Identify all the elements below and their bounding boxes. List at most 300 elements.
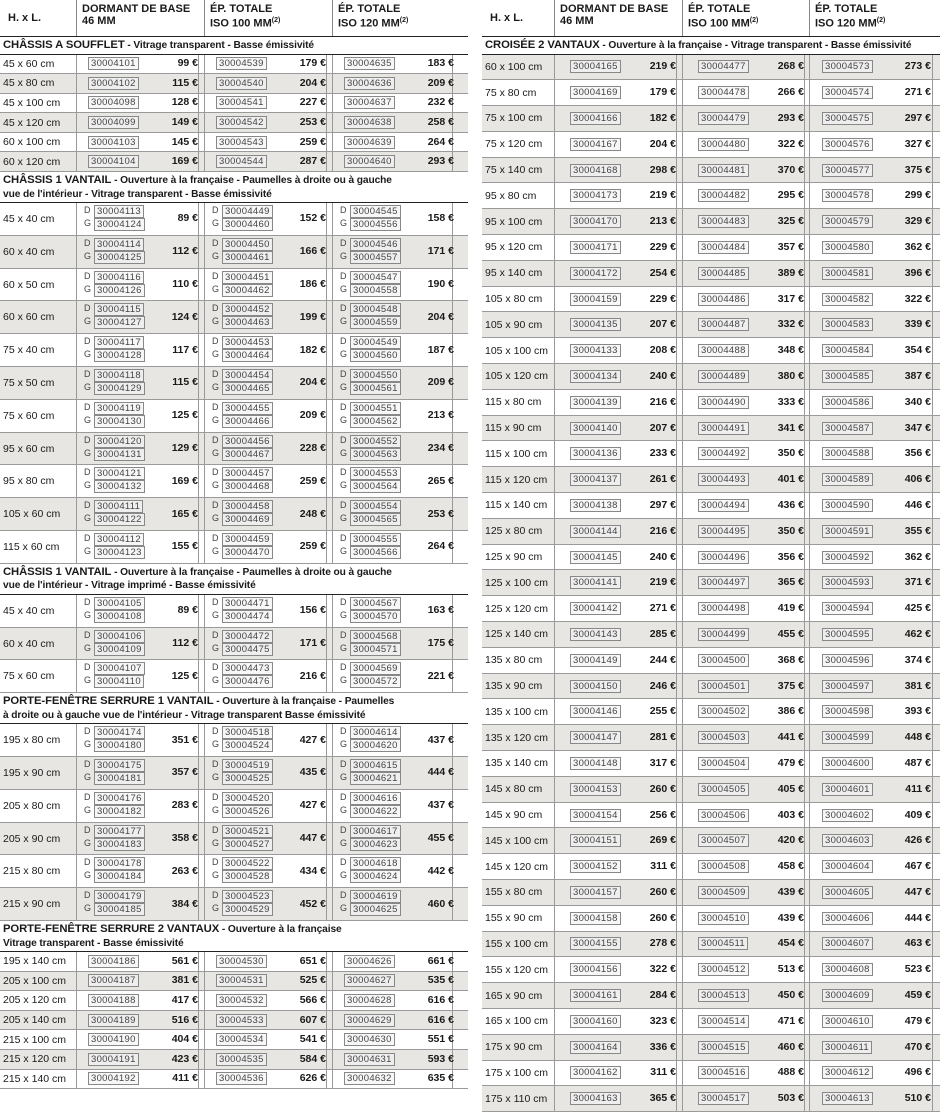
price-cell: 229 €	[649, 240, 676, 253]
size-cell: 60 x 60 cm	[3, 311, 55, 324]
article-code: 30004487	[698, 318, 749, 331]
price-cell: 479 €	[777, 756, 804, 769]
section-subtitle-line: vue de l'intérieur - Vitrage imprimé - Basse émissivité	[3, 580, 256, 592]
article-code: 30004631	[344, 1053, 395, 1066]
column-divider	[676, 1009, 677, 1034]
article-code: 30004588	[822, 447, 873, 460]
table-row	[0, 660, 468, 693]
g-label: G	[212, 870, 220, 881]
price-cell: 248 €	[299, 507, 326, 520]
g-label: G	[340, 903, 348, 914]
size-cell: 145 x 120 cm	[485, 860, 549, 873]
article-code: 30004457	[222, 467, 273, 480]
price-cell: 375 €	[904, 163, 931, 176]
column-divider	[676, 570, 677, 595]
article-code: 30004520	[222, 792, 273, 805]
section-subtitle: - Ouverture à la française - Paumelles à droite ou à gauche	[111, 566, 392, 578]
column-divider	[332, 236, 333, 268]
column-divider	[682, 880, 683, 905]
d-label: D	[340, 533, 347, 544]
column-divider	[804, 441, 805, 466]
size-cell: 165 x 100 cm	[485, 1015, 549, 1028]
d-label: D	[84, 237, 91, 248]
price-cell: 207 €	[649, 421, 676, 434]
column-divider	[682, 674, 683, 699]
price-cell: 357 €	[171, 766, 198, 779]
article-code: 30004527	[222, 838, 273, 851]
column-divider	[932, 570, 933, 595]
article-code: 30004191	[88, 1053, 139, 1066]
column-divider	[804, 519, 805, 544]
price-cell: 380 €	[777, 369, 804, 382]
column-divider	[804, 570, 805, 595]
article-code: 30004580	[822, 241, 873, 254]
column-divider	[332, 1030, 333, 1049]
article-code: 30004145	[570, 551, 621, 564]
article-code: 30004579	[822, 215, 873, 228]
price-cell: 89 €	[177, 212, 198, 225]
column-divider	[809, 287, 810, 312]
price-cell: 268 €	[777, 60, 804, 73]
size-cell: 175 x 100 cm	[485, 1066, 549, 1079]
size-cell: 115 x 90 cm	[485, 422, 542, 435]
article-code: 30004484	[698, 241, 749, 254]
article-code: 30004114	[94, 238, 144, 251]
price-cell: 219 €	[649, 60, 676, 73]
article-code: 30004174	[94, 726, 145, 739]
column-divider	[682, 390, 683, 415]
article-code: 30004138	[570, 499, 621, 512]
column-divider	[804, 312, 805, 337]
article-code: 30004496	[698, 551, 749, 564]
article-code: 30004618	[350, 857, 401, 870]
column-divider	[682, 1061, 683, 1086]
d-label: D	[212, 434, 219, 445]
article-code: 30004587	[822, 422, 873, 435]
column-divider	[554, 519, 555, 544]
column-divider	[332, 952, 333, 971]
size-cell: 95 x 120 cm	[485, 241, 543, 254]
price-cell: 374 €	[904, 653, 931, 666]
d-label: D	[212, 467, 219, 478]
d-label: D	[84, 533, 91, 544]
article-code: 30004573	[822, 60, 873, 73]
article-code: 30004590	[822, 499, 873, 512]
article-code: 30004148	[570, 757, 621, 770]
column-divider	[676, 158, 677, 183]
column-divider	[76, 334, 77, 366]
column-divider	[332, 498, 333, 530]
column-divider	[809, 906, 810, 931]
g-label: G	[84, 675, 92, 686]
column-divider	[676, 1061, 677, 1086]
price-cell: 254 €	[649, 266, 676, 279]
column-divider	[332, 113, 333, 132]
article-code: 30004139	[570, 396, 621, 409]
section-title	[0, 564, 468, 595]
article-code: 30004121	[94, 467, 145, 480]
column-divider	[554, 596, 555, 621]
column-divider	[676, 132, 677, 157]
table-row	[482, 957, 940, 983]
article-code: 30004153	[570, 783, 621, 796]
price-cell: 362 €	[904, 550, 931, 563]
size-cell: 60 x 40 cm	[3, 245, 55, 258]
column-divider	[682, 209, 683, 234]
article-code: 30004635	[344, 57, 395, 70]
size-cell: 60 x 100 cm	[3, 136, 61, 149]
size-cell: 205 x 100 cm	[3, 974, 67, 987]
price-cell: 259 €	[299, 135, 326, 148]
column-divider	[804, 1035, 805, 1060]
column-divider	[332, 203, 333, 235]
table-row	[482, 312, 940, 338]
article-code: 30004116	[94, 271, 144, 284]
column-divider	[809, 622, 810, 647]
size-cell: 135 x 120 cm	[485, 731, 549, 744]
price-cell: 427 €	[299, 733, 326, 746]
column-divider	[198, 113, 199, 132]
price-cell: 258 €	[427, 116, 454, 129]
column-divider	[932, 261, 933, 286]
column-divider	[326, 790, 327, 822]
price-cell: 436 €	[777, 498, 804, 511]
size-cell: 155 x 120 cm	[485, 963, 549, 976]
column-divider	[676, 441, 677, 466]
column-divider	[676, 674, 677, 699]
table-header	[482, 0, 940, 37]
column-divider	[76, 790, 77, 822]
price-cell: 381 €	[904, 679, 931, 692]
column-divider	[932, 441, 933, 466]
section-name: CHÂSSIS 1 VANTAIL	[3, 174, 112, 187]
g-label: G	[212, 513, 220, 524]
article-code: 30004467	[222, 448, 273, 461]
section-name: CHÂSSIS A SOUFFLET	[3, 39, 125, 51]
column-divider	[932, 235, 933, 260]
column-divider	[682, 106, 683, 131]
column-divider	[554, 441, 555, 466]
article-code: 30004613	[822, 1092, 873, 1105]
article-code: 30004535	[216, 1053, 267, 1066]
column-divider	[198, 660, 199, 692]
g-label: G	[340, 675, 348, 686]
size-cell: 75 x 60 cm	[3, 670, 55, 683]
article-code: 30004615	[350, 759, 401, 772]
column-divider	[809, 1086, 810, 1111]
column-divider	[682, 803, 683, 828]
article-code: 30004574	[822, 86, 873, 99]
column-divider	[932, 1009, 933, 1034]
article-code: 30004584	[822, 344, 873, 357]
price-cell: 452 €	[299, 897, 326, 910]
article-code: 30004570	[350, 610, 401, 623]
table-row	[482, 545, 940, 571]
column-divider	[198, 1011, 199, 1030]
article-code: 30004455	[222, 402, 273, 415]
price-cell: 287 €	[299, 155, 326, 168]
column-divider	[682, 648, 683, 673]
price-cell: 340 €	[904, 395, 931, 408]
price-cell: 423 €	[171, 1052, 198, 1065]
column-divider	[676, 209, 677, 234]
article-code: 30004473	[222, 662, 273, 675]
article-code: 30004626	[344, 955, 395, 968]
column-divider	[204, 74, 205, 93]
d-label: D	[340, 759, 347, 770]
price-cell: 158 €	[427, 212, 454, 225]
g-label: G	[340, 609, 348, 620]
table-row	[482, 287, 940, 313]
price-cell: 283 €	[171, 799, 198, 812]
size-cell: 215 x 80 cm	[3, 865, 61, 878]
article-code: 30004597	[822, 680, 873, 693]
price-cell: 356 €	[904, 447, 931, 460]
article-code: 30004540	[216, 77, 267, 90]
article-code: 30004156	[570, 963, 621, 976]
article-code: 30004596	[822, 654, 873, 667]
price-cell: 347 €	[904, 421, 931, 434]
column-divider	[76, 94, 77, 113]
article-code: 30004472	[222, 630, 273, 643]
section-subtitle: - Ouverture à la française	[219, 924, 342, 935]
column-divider	[76, 823, 77, 855]
g-label: G	[212, 642, 220, 653]
article-code: 30004450	[222, 238, 273, 251]
g-label: G	[340, 642, 348, 653]
article-code: 30004493	[698, 473, 749, 486]
column-divider	[932, 725, 933, 750]
price-cell: 442 €	[427, 864, 454, 877]
d-label: D	[340, 890, 347, 901]
column-divider	[198, 1070, 199, 1089]
article-code: 30004562	[350, 415, 401, 428]
price-cell: 381 €	[171, 974, 198, 987]
column-divider	[332, 757, 333, 789]
table-row	[0, 1011, 468, 1031]
price-cell: 513 €	[777, 963, 804, 976]
d-label: D	[84, 726, 91, 737]
column-divider	[332, 1070, 333, 1089]
price-cell: 182 €	[649, 111, 676, 124]
column-divider	[198, 790, 199, 822]
column-divider	[682, 699, 683, 724]
article-code: 30004564	[350, 480, 401, 493]
article-code: 30004499	[698, 628, 749, 641]
section-subtitle-line: Vitrage transparent - Basse émissivité	[3, 937, 184, 949]
column-divider	[804, 751, 805, 776]
article-code: 30004132	[94, 480, 145, 493]
price-cell: 384 €	[171, 897, 198, 910]
article-code: 30004602	[822, 809, 873, 822]
column-divider	[804, 725, 805, 750]
size-cell: 115 x 80 cm	[485, 396, 542, 409]
column-divider	[682, 493, 683, 518]
size-cell: 195 x 140 cm	[3, 955, 67, 968]
d-label: D	[212, 726, 219, 737]
column-divider	[76, 972, 77, 991]
price-cell: 387 €	[904, 369, 931, 382]
d-label: D	[340, 369, 347, 380]
g-label: G	[212, 250, 220, 261]
column-divider	[932, 699, 933, 724]
column-divider	[204, 55, 205, 74]
g-label: G	[340, 804, 348, 815]
column-divider	[554, 803, 555, 828]
price-cell: 322 €	[777, 137, 804, 150]
d-label: D	[84, 824, 91, 835]
article-code: 30004120	[94, 435, 145, 448]
column-divider	[326, 724, 327, 756]
size-cell: 195 x 80 cm	[3, 734, 61, 747]
price-cell: 264 €	[427, 540, 454, 553]
article-code: 30004604	[822, 860, 873, 873]
column-divider	[932, 55, 933, 80]
table-row	[482, 338, 940, 364]
article-code: 30004105	[94, 597, 145, 610]
column-divider	[804, 287, 805, 312]
column-divider	[198, 991, 199, 1010]
size-cell: 45 x 40 cm	[3, 212, 55, 225]
size-cell: 135 x 80 cm	[485, 654, 543, 667]
section-name: PORTE-FENÊTRE SERRURE 1 VANTAIL	[3, 695, 214, 708]
d-label: D	[84, 205, 91, 216]
table-row	[482, 983, 940, 1009]
price-cell: 179 €	[649, 86, 676, 99]
column-divider	[809, 261, 810, 286]
article-code: 30004135	[570, 318, 621, 331]
size-cell: 115 x 60 cm	[3, 540, 60, 553]
column-divider	[326, 133, 327, 152]
footnote-ref: (2)	[876, 17, 886, 24]
column-divider	[198, 952, 199, 971]
article-code: 30004104	[88, 155, 139, 168]
column-divider	[554, 261, 555, 286]
d-label: D	[84, 596, 91, 607]
price-cell: 209 €	[299, 409, 326, 422]
price-cell: 204 €	[649, 137, 676, 150]
size-cell: 75 x 100 cm	[485, 112, 543, 125]
footnote-ref: (2)	[399, 17, 409, 24]
price-cell: 348 €	[777, 344, 804, 357]
column-divider	[326, 1070, 327, 1089]
article-code: 30004119	[94, 402, 144, 415]
column-divider	[554, 416, 555, 441]
section-title	[0, 693, 468, 724]
article-code: 30004595	[822, 628, 873, 641]
column-divider	[554, 880, 555, 905]
column-divider	[204, 236, 205, 268]
table-row	[0, 724, 468, 757]
column-divider	[76, 465, 77, 497]
column-divider	[809, 699, 810, 724]
g-label: G	[84, 447, 92, 458]
article-code: 30004126	[94, 284, 145, 297]
column-divider	[676, 957, 677, 982]
column-divider	[204, 628, 205, 660]
article-code: 30004474	[222, 610, 273, 623]
d-label: D	[340, 336, 347, 347]
price-cell: 450 €	[777, 989, 804, 1002]
header-ep100: ÉP. TOTALE ISO 100 MM$^{(2)}$	[688, 3, 759, 30]
article-code: 30004533	[216, 1014, 267, 1027]
column-divider	[932, 1061, 933, 1086]
column-divider	[932, 416, 933, 441]
table-row	[482, 390, 940, 416]
column-divider	[804, 416, 805, 441]
price-cell: 264 €	[427, 135, 454, 148]
price-cell: 233 €	[649, 447, 676, 460]
price-cell: 435 €	[299, 766, 326, 779]
column-divider	[804, 261, 805, 286]
column-divider	[804, 545, 805, 570]
column-divider	[326, 531, 327, 563]
footnote-ref: (2)	[749, 17, 759, 24]
column-divider	[204, 367, 205, 399]
article-code: 30004542	[216, 116, 267, 129]
price-cell: 149 €	[171, 116, 198, 129]
table-row	[0, 367, 468, 400]
article-code: 30004612	[822, 1066, 873, 1079]
column-divider	[554, 674, 555, 699]
price-cell: 411 €	[172, 1072, 198, 1085]
size-cell: 135 x 100 cm	[485, 705, 549, 718]
column-divider	[809, 1061, 810, 1086]
price-cell: 234 €	[427, 442, 454, 455]
article-code: 30004547	[350, 271, 401, 284]
column-divider	[198, 269, 199, 301]
column-divider	[326, 400, 327, 432]
article-code: 30004591	[822, 525, 873, 538]
article-code: 30004449	[222, 205, 273, 218]
column-divider	[682, 158, 683, 183]
size-cell: 215 x 90 cm	[3, 898, 61, 911]
article-code: 30004460	[222, 218, 273, 231]
column-divider	[554, 648, 555, 673]
column-divider	[76, 133, 77, 152]
price-cell: 240 €	[649, 369, 676, 382]
d-label: D	[340, 824, 347, 835]
article-code: 30004178	[94, 857, 145, 870]
d-label: D	[340, 303, 347, 314]
article-code: 30004124	[94, 218, 145, 231]
price-cell: 365 €	[777, 576, 804, 589]
column-divider	[804, 906, 805, 931]
price-cell: 261 €	[649, 473, 676, 486]
column-divider	[809, 1009, 810, 1034]
column-divider	[554, 828, 555, 853]
article-code: 30004476	[222, 675, 273, 688]
column-divider	[198, 94, 199, 113]
article-code: 30004500	[698, 654, 749, 667]
article-code: 30004115	[94, 303, 144, 316]
article-code: 30004098	[88, 96, 139, 109]
g-label: G	[340, 546, 348, 557]
size-cell: 215 x 100 cm	[3, 1033, 67, 1046]
g-label: G	[84, 250, 92, 261]
table-row	[482, 828, 940, 854]
column-divider	[332, 972, 333, 991]
price-cell: 255 €	[649, 705, 676, 718]
column-divider	[554, 1009, 555, 1034]
size-cell: 125 x 140 cm	[485, 628, 549, 641]
price-cell: 454 €	[777, 937, 804, 950]
article-code: 30004453	[222, 336, 273, 349]
column-divider	[932, 158, 933, 183]
column-divider	[332, 531, 333, 563]
article-code: 30004146	[570, 705, 621, 718]
size-cell: 215 x 140 cm	[3, 1072, 67, 1085]
